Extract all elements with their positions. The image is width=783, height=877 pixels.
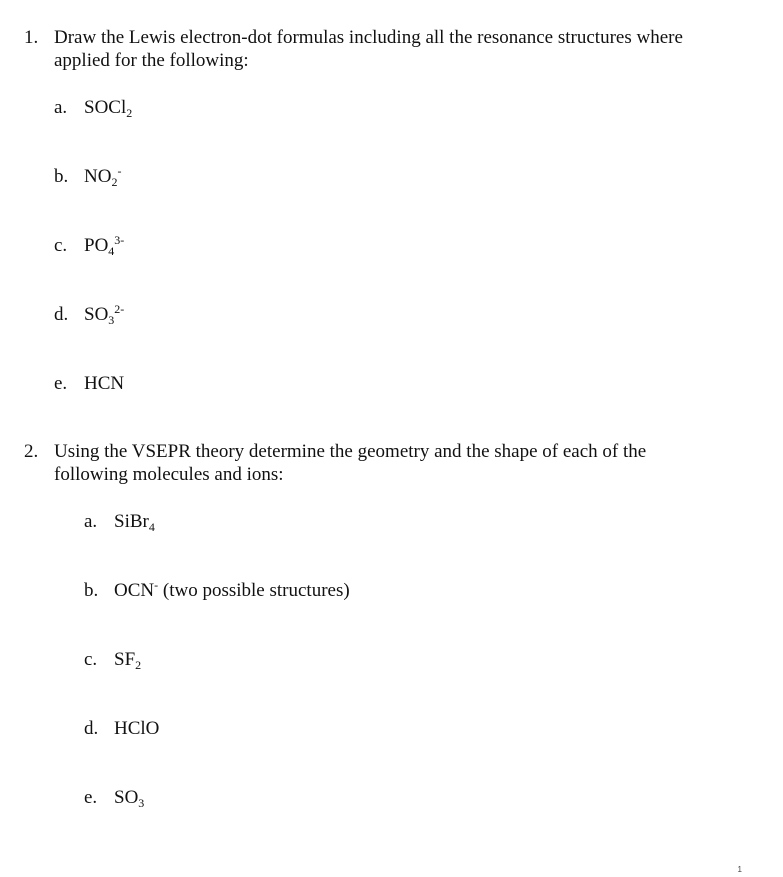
- item-letter: e.: [84, 787, 98, 808]
- question-2-number: 2.: [24, 441, 39, 462]
- formula-subscript: 2: [111, 175, 118, 189]
- formula-base: NO: [84, 166, 112, 187]
- item-letter: c.: [84, 649, 98, 670]
- item-letter: d.: [84, 718, 99, 739]
- page-number: 1: [737, 865, 742, 874]
- formula-base: SO: [84, 304, 109, 325]
- question-1-item-c: [54, 234, 124, 257]
- formula-subscript: 4: [148, 520, 155, 534]
- question-1-item-b: [54, 165, 121, 188]
- formula-subscript: 3: [108, 313, 115, 327]
- question-1-text: [54, 26, 744, 72]
- formula-subscript: 4: [108, 244, 115, 258]
- item-letter: b.: [84, 580, 99, 601]
- formula-subscript: 2: [135, 658, 142, 672]
- question-1-item-d: [54, 303, 124, 326]
- question-2-text: [54, 440, 744, 486]
- item-letter: a.: [84, 511, 98, 532]
- formula-base: SOCl: [84, 97, 127, 118]
- formula-base: SF: [114, 649, 136, 670]
- formula-base: SO: [114, 787, 139, 808]
- item-note: (two possible structures): [158, 580, 350, 601]
- question-2-item-c: [84, 648, 141, 671]
- question-2-item-a: [84, 510, 155, 533]
- item-letter: d.: [54, 304, 69, 325]
- question-2-item-b: [84, 579, 350, 602]
- formula-charge: 2-: [114, 302, 125, 316]
- question-2-item-d: [84, 717, 159, 740]
- formula-base: SiBr: [114, 511, 149, 532]
- item-letter: e.: [54, 373, 68, 394]
- item-letter: c.: [54, 235, 68, 256]
- formula-subscript: 3: [138, 796, 145, 810]
- question-1-number: 1.: [24, 27, 39, 48]
- formula-base: HClO: [114, 718, 160, 739]
- formula-base: PO: [84, 235, 109, 256]
- question-2-line-2: following molecules and ions:: [54, 464, 284, 485]
- formula-base: HCN: [84, 373, 125, 394]
- formula-base: OCN: [114, 580, 155, 601]
- formula-charge: -: [117, 164, 122, 178]
- question-1-line-2: applied for the following:: [54, 50, 249, 71]
- formula-charge: -: [154, 578, 159, 592]
- item-letter: a.: [54, 97, 68, 118]
- question-1-item-a: [54, 96, 132, 119]
- formula-charge: 3-: [114, 233, 125, 247]
- question-1-item-e: [54, 372, 124, 395]
- question-2-line-1: Using the VSEPR theory determine the geometry and the shape of each of the: [54, 441, 647, 462]
- question-1-line-1: Draw the Lewis electron-dot formulas including all the resonance structures where: [54, 27, 683, 48]
- item-letter: b.: [54, 166, 69, 187]
- formula-subscript: 2: [126, 106, 133, 120]
- question-2-item-e: [84, 786, 144, 809]
